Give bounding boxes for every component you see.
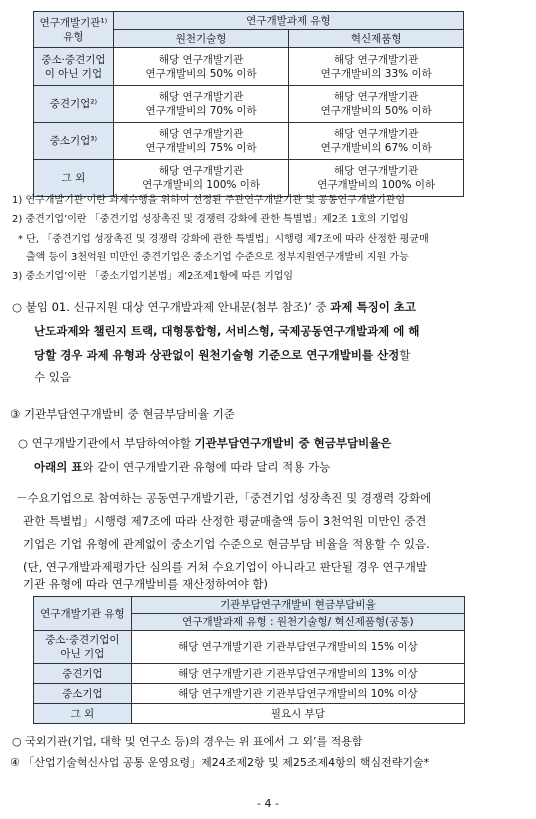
bullet2-line1: [18, 435, 391, 451]
funding-ratio-table: [33, 11, 464, 197]
cell-line: 해당 연구개발기관: [158, 53, 244, 66]
para-line1: －수요기업으로 참여하는 공동연구개발기관,「중견기업 성장촉진 및 경쟁력 강화에: [16, 491, 432, 505]
cell-line: 연구개발비의 100% 이하: [317, 179, 436, 191]
table2-row-label: 중소기업: [34, 684, 132, 704]
section4-text: ④ 「산업기술혁신사업 공통 운영요령」제24조제2항 및 제25조제4항의 핵심전략기술*: [10, 756, 430, 769]
para-line3: 기업은 기업 유형에 관계없이 중소기업 수준으로 현금부담 비율을 적용할 수 있음.: [23, 537, 430, 551]
footnote-1: 1) 연구개발기관’이란 과제수행을 위하여 선정된 주관연구개발기관 및 공동연구개발기관임: [12, 195, 406, 206]
para-line2: 관한 특별법」시행령 제7조에 따라 산정한 평균매출액 등이 3천억원 미만인 중견: [23, 514, 427, 528]
bullet2-text: ○ 연구개발기관에서 부담하여야할: [18, 436, 195, 450]
table1-cell: [289, 48, 464, 86]
cell-line: 연구개발비의 100% 이하: [142, 179, 261, 191]
bullet1-bold-text: 당할 경우 과제 유형과 상관없이 원천기술형 기준으로 연구개발비를 산정: [34, 348, 400, 362]
table-row: [34, 160, 464, 197]
cell-line: 해당 연구개발기관: [158, 128, 244, 140]
table2-cell: 해당 연구개발기관 기관부담연구개발비의 10% 이상: [131, 684, 464, 704]
cell-line: 연구개발비의 75% 이하: [145, 142, 257, 154]
bullet2-bold-text: 아래의 표: [34, 460, 83, 474]
table1-group-header: 연구개발과제 유형: [113, 12, 463, 30]
cell-line: 해당 연구개발기관: [333, 128, 419, 140]
para-line5: 기관 유형에 따라 연구개발비를 재산정하여야 함): [23, 577, 268, 591]
table2-cell: 필요시 부담: [131, 704, 464, 724]
table1-cell: [113, 48, 289, 86]
cell-line: 연구개발비의 50% 이하: [320, 105, 432, 117]
table2-row-label: 중소·중견기업이 아닌 기업: [34, 631, 132, 664]
bullet2-text: 와 같이 연구개발기관 유형에 따라 달리 적용 가능: [82, 460, 331, 474]
cell-line: 연구개발비의 33% 이하: [320, 67, 432, 80]
cell-line: 해당 연구개발기관: [158, 165, 244, 177]
table2-row-label: 그 외: [34, 704, 132, 724]
table1-row-label: 중소기업³⁾: [34, 123, 114, 160]
bullet1-text: ○ 붙임 01. 신규지원 대상 연구개발과제 안내문(첨부 참조)’ 중: [12, 300, 331, 314]
table1-col-header-innovative-product: 혁신제품형: [289, 30, 464, 48]
bullet2-line2: [34, 459, 330, 475]
table2-header1: 기관부담연구개발비 현금부담비율: [131, 597, 464, 614]
cell-line: 해당 연구개발기관: [333, 91, 419, 103]
table1-cell: [113, 123, 289, 160]
bullet2-bold-text: 기관부담연구개발비 중 현금부담비율은: [194, 436, 392, 450]
table2-cell: 해당 연구개발기관 기관부담연구개발비의 15% 이상: [131, 631, 464, 664]
table1-row-label: 중소·중견기업이 아닌 기업: [34, 48, 114, 86]
cash-ratio-table: [33, 596, 465, 724]
page-number: - 4 -: [257, 797, 279, 810]
cell-line: 해당 연구개발기관: [333, 165, 419, 177]
note-foreign-institutions: ○ 국외기관(기업, 대학 및 연구소 등)의 경우는 위 표에서 그 외’를 적용함: [12, 735, 363, 748]
footnote-2: 2) 중견기업’이란 「중견기업 성장촉진 및 경쟁력 강화에 관한 특별법」제2조 1호의 기업임: [12, 214, 409, 225]
table1-corner-header: [34, 12, 114, 48]
footnote-3: 3) 중소기업’이란 「중소기업기본법」제2조제1항에 따른 기업임: [12, 271, 294, 282]
table1-corner-text: 연구개발기관¹⁾ 유형: [39, 16, 108, 43]
cell-line: 연구개발비의 67% 이하: [320, 142, 432, 154]
bullet1-bold-text: 과제 특징이 초고: [330, 300, 417, 314]
cell-line: 해당 연구개발기관: [158, 91, 244, 103]
table2-header2: 연구개발과제 유형 : 원천기술형/ 혁신제품형(공통): [131, 614, 464, 631]
table-row: [34, 704, 465, 724]
table-row: [34, 664, 465, 684]
cell-line: 연구개발비의 70% 이하: [145, 105, 257, 117]
table-row: [34, 123, 464, 160]
table2-corner-header: 연구개발기관 유형: [34, 597, 132, 631]
table1-row-label: 그 외: [34, 160, 114, 197]
para-line4: (단, 연구개발과제평가단 심의를 거쳐 수요기업이 아니라고 판단될 경우 연구개발: [23, 560, 427, 574]
bullet1-text: 할: [399, 348, 411, 362]
cell-line: 해당 연구개발기관: [333, 53, 419, 66]
table2-row-label: 중견기업: [34, 664, 132, 684]
table2-cell: 해당 연구개발기관 기관부담연구개발비의 13% 이상: [131, 664, 464, 684]
bullet1-line3: [34, 347, 410, 363]
table1-row-label: 중견기업²⁾: [34, 86, 114, 123]
bullet1-line2: [34, 323, 420, 339]
table1-cell: [289, 160, 464, 197]
cell-line: 연구개발비의 50% 이하: [145, 67, 257, 80]
table-row: [34, 684, 465, 704]
table1-cell: [113, 86, 289, 123]
table-row: [34, 631, 465, 664]
table-row: [34, 86, 464, 123]
footnote-2-note-line2: 출액 등이 3천억원 미만인 중견기업은 중소기업 수준으로 정부지원연구개발비 지원 가능: [26, 252, 409, 263]
bullet1-line4: 수 있음: [34, 370, 71, 384]
table-row: [34, 48, 464, 86]
bullet1-bold-text: 난도과제와 챌린지 트랙, 대형통합형, 서비스형, 국제공동연구개발과제 에 해: [34, 324, 420, 338]
table1-col-header-original-tech: 원천기술형: [113, 30, 289, 48]
table1-cell: [113, 160, 289, 197]
table1-cell: [289, 123, 464, 160]
footnote-2-note-line1: * 단, 「중견기업 성장촉진 및 경쟁력 강화에 관한 특별법」시행령 제7조에 따라 산정한 평균매: [18, 234, 429, 245]
table1-cell: [289, 86, 464, 123]
bullet1-line1: [12, 299, 416, 315]
section3-title: ③ 기관부담연구개발비 중 현금부담비율 기준: [10, 407, 235, 421]
